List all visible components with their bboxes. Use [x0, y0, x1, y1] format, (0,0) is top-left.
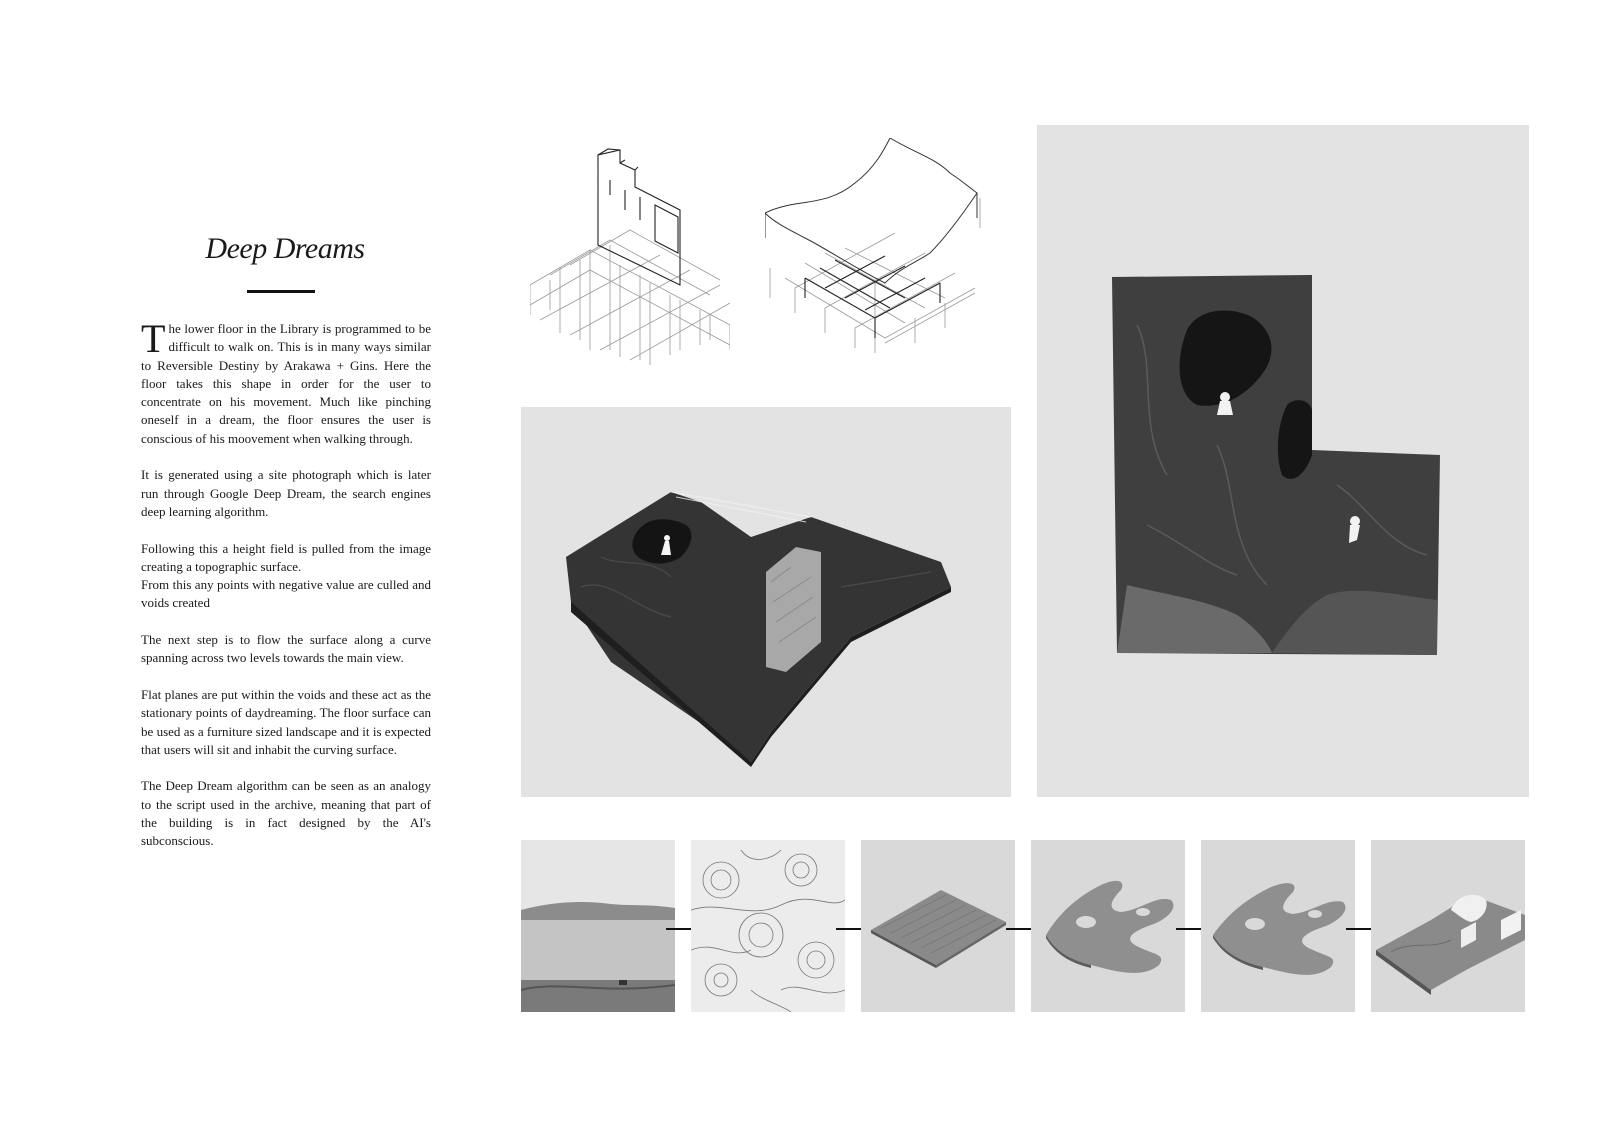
step-final-surface	[1371, 840, 1525, 1012]
culled-voids-svg	[1031, 840, 1185, 1012]
wireframe-surface-svg	[765, 138, 990, 363]
drop-cap: T	[141, 316, 166, 361]
plan-model-svg	[1037, 125, 1529, 797]
step-site-photograph	[521, 840, 675, 1012]
site-photograph-svg	[521, 840, 675, 1012]
paragraph-3a: Following this a height field is pulled from the image creating a topographic surface.	[141, 540, 431, 574]
paragraph-4: The next step is to flow the surface along a curve spanning across two levels towards the main view.	[141, 632, 431, 666]
paragraph-1-text: he lower floor in the Library is programmed to be difficult to walk on. This is in many ways similar to Reversible Destiny by Arakawa + Gins. Here the floor takes this shape in order for the user to concentrate on his movement. Much like pinching oneself in a dream, the floor ensures the user is conscious of his moovement when walking through.	[141, 321, 431, 446]
perspective-model-svg	[521, 407, 1011, 797]
paragraph-3b: From this any points with negative value are culled and voids created	[141, 577, 431, 611]
plan-model-panel	[1037, 125, 1529, 797]
step-flowed-surface	[1201, 840, 1355, 1012]
wireframe-grid-wall-diagram	[530, 135, 730, 365]
step-height-field	[861, 840, 1015, 1012]
description-text	[141, 316, 431, 869]
height-field-svg	[861, 840, 1015, 1012]
perspective-model-panel	[521, 407, 1011, 797]
paragraph-3	[141, 540, 431, 613]
wireframe-grid-wall-svg	[530, 135, 730, 365]
step-culled-voids	[1031, 840, 1185, 1012]
paragraph-1	[141, 316, 431, 448]
title-underline	[247, 290, 315, 293]
step-deep-dream-image	[691, 840, 845, 1012]
paragraph-2: It is generated using a site photograph which is later run through Google Deep Dream, the search engines deep learning algorithm.	[141, 467, 431, 519]
final-surface-svg	[1371, 840, 1525, 1012]
paragraph-6: The Deep Dream algorithm can be seen as an analogy to the script used in the archive, meaning that part of the building is in fact designed by the AI's subconscious.	[141, 778, 431, 849]
page-title: Deep Dreams	[205, 232, 365, 265]
flowed-surface-svg	[1201, 840, 1355, 1012]
deep-dream-image-svg	[691, 840, 845, 1012]
paragraph-5: Flat planes are put within the voids and these act as the stationary points of daydreaming. The floor surface can be used as a furniture sized landscape and it is expected that users will sit and inhabit the curving surface.	[141, 686, 431, 757]
wireframe-surface-diagram	[765, 138, 990, 363]
